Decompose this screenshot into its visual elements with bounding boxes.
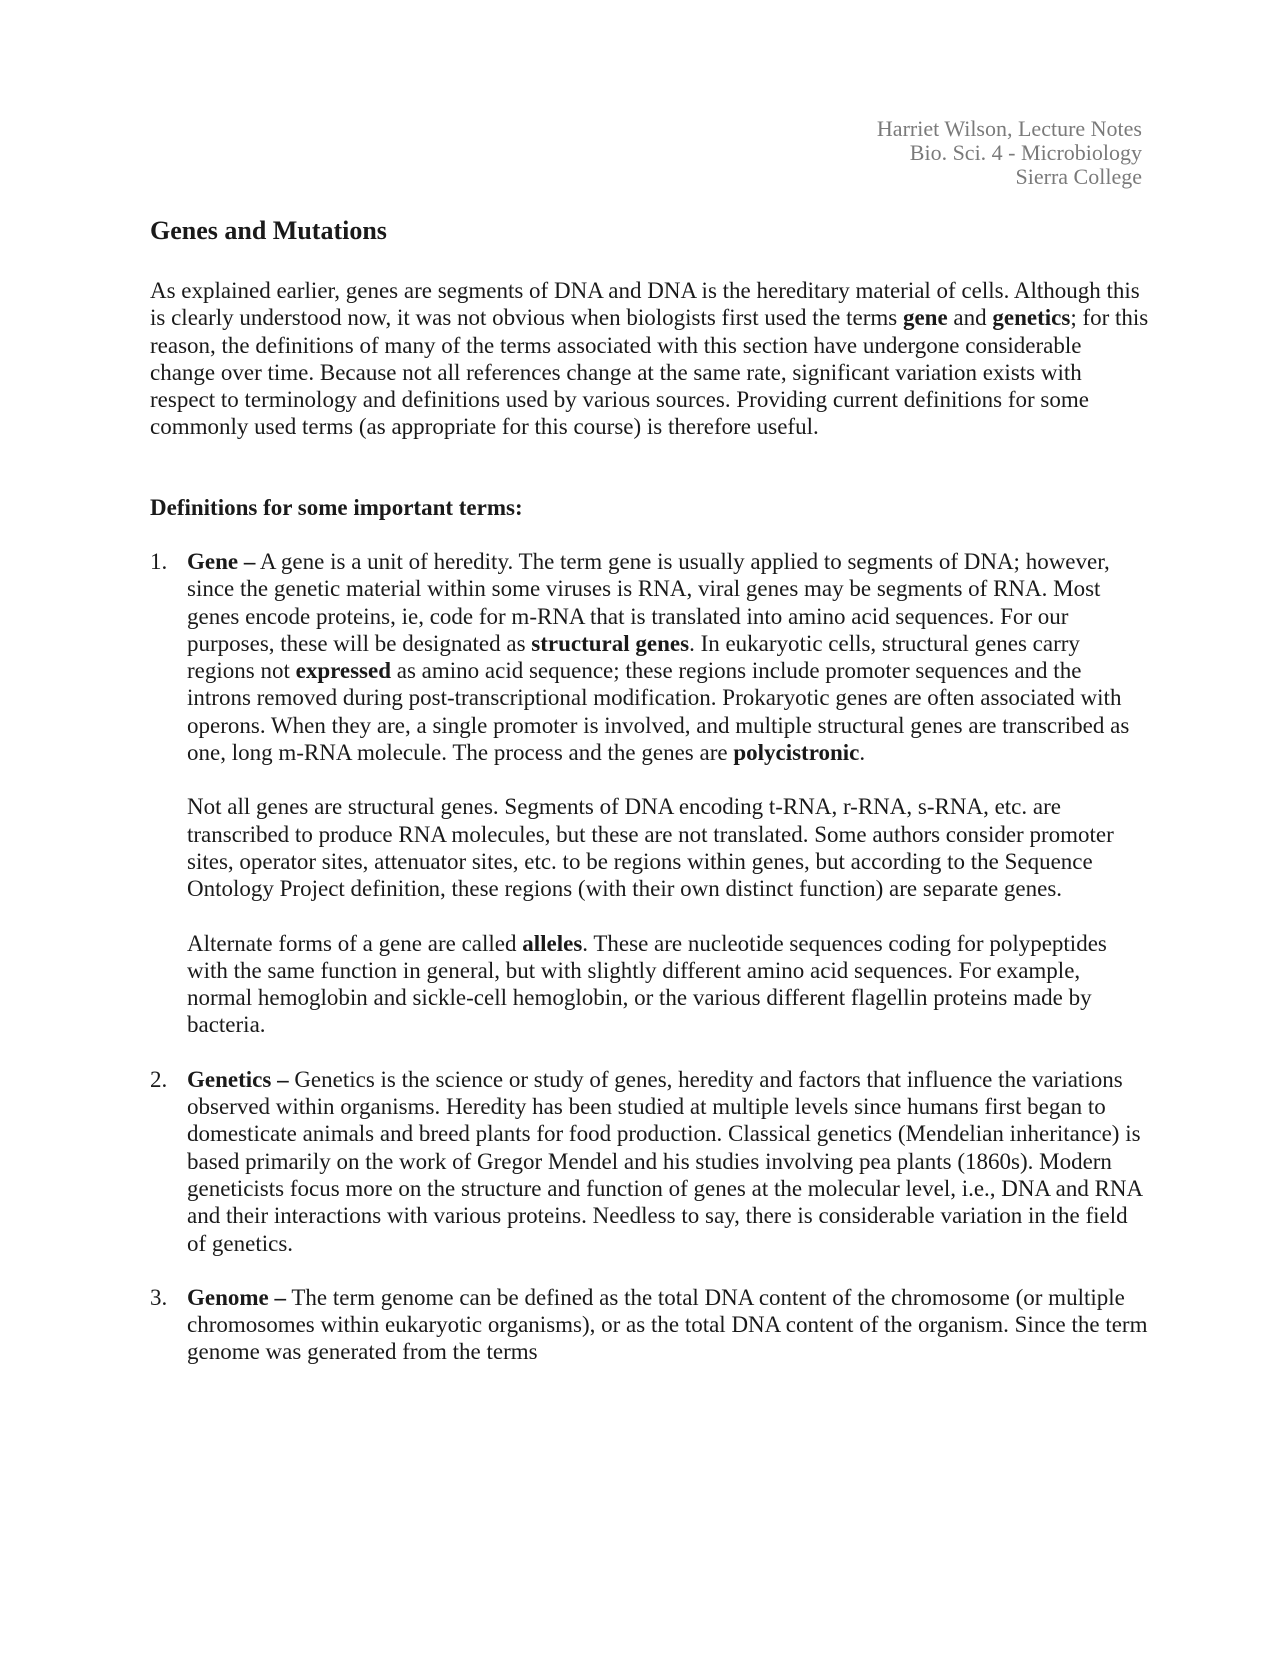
gene-text-3: as amino acid sequence; these regions include promoter sequences and the introns removed during post-transcriptional modification. Prokaryotic genes are often associated with operons. When they are, a single promoter is involved, and multiple structural genes are transcribed as one, long m-RNA molecule. The process and the genes are — [187, 658, 1130, 766]
definition-term: Genetics — [187, 1066, 272, 1092]
definition-number: 3. — [150, 1284, 168, 1310]
definition-term: Gene — [187, 549, 239, 574]
definitions-list — [150, 548, 1150, 1393]
definition-gene — [150, 548, 1150, 1039]
definition-dash: – — [238, 549, 256, 574]
intro-paragraph — [150, 277, 1150, 441]
intro-bold-gene: gene — [902, 305, 948, 331]
gene-text-2: . In eukaryotic cells, structural genes carry regions not — [187, 630, 1080, 684]
course-header — [877, 117, 1142, 189]
gene-bold-structural-genes: structural genes — [531, 630, 690, 656]
definitions-heading: Definitions for some important terms: — [150, 495, 523, 520]
definition-genome — [150, 1284, 1150, 1366]
definition-number: 1. — [150, 549, 168, 574]
gene-alleles-text-1: Alternate forms of a gene are called — [187, 930, 523, 956]
intro-text-2: and — [947, 305, 993, 331]
gene-paragraph-2: Not all genes are structural genes. Segments of DNA encoding t-RNA, r-RNA, s-RNA, etc. are transcribed to produce RNA molecules, but these are not translated. Some authors consider promoter sites, operator sites, attenuator sites, etc. to be regions within genes, but according to the Sequence Ontology Project definition, these regions (with their own distinct function) are separate genes. — [187, 794, 1114, 902]
gene-paragraph-1 — [187, 548, 1150, 766]
definition-term: Genome — [187, 1284, 269, 1310]
definition-dash: – — [271, 1066, 289, 1092]
header-course-line: Bio. Sci. 4 - Microbiology — [909, 140, 1142, 165]
genetics-text: Genetics is the science or study of genes, heredity and factors that influence the variations observed within organisms. Heredity has been studied at multiple levels since humans first began to domesticate animals and breed plants for food production. Classical genetics (Mendelian inheritance) is based primarily on the work of Gregor Mendel and his studies involving pea plants (1860s). Modern geneticists focus more on the structure and function of genes at the molecular level, i.e., DNA and RNA and their interactions with various proteins. Needless to say, there is considerable variation in the field of genetics. — [187, 1066, 1142, 1256]
definition-number: 2. — [150, 1066, 168, 1092]
header-author-line: Harriet Wilson, Lecture Notes — [876, 116, 1142, 141]
gene-bold-polycistronic: polycistronic — [733, 740, 860, 766]
definition-genetics — [150, 1066, 1150, 1257]
genome-paragraph — [187, 1284, 1150, 1366]
intro-bold-genetics: genetics — [992, 305, 1071, 331]
intro-text-3: ; for this reason, the definitions of many of the terms associated with this section have undergone considerable change over time. Because not all references change at the same rate, significant variation exists with respect to terminology and definitions used by various sources. Providing current definitions for some commonly used terms (as appropriate for this course) is therefore useful. — [150, 305, 1149, 440]
intro-section — [150, 277, 1150, 441]
gene-bold-alleles: alleles — [522, 930, 583, 956]
header-college-line: Sierra College — [1015, 164, 1142, 189]
gene-text-1: A gene is a unit of heredity. The term gene is usually applied to segments of DNA; however, since the genetic material within some viruses is RNA, viral genes may be segments of RNA. Most genes encode proteins, ie, code for m-RNA that is translated into amino acid sequences. For our purposes, these will be designated as — [187, 549, 1110, 656]
gene-bold-expressed: expressed — [295, 658, 392, 684]
definition-dash: – — [268, 1284, 287, 1310]
gene-alleles-text-2: . These are nucleotide sequences coding for polypeptides with the same function in general, but with slightly different amino acid sequences. For example, normal hemoglobin and sickle-cell hemoglobin, or the various different flagellin proteins made by bacteria. — [187, 930, 1107, 1038]
document-title: Genes and Mutations — [150, 216, 387, 245]
intro-text-1: As explained earlier, genes are segments of DNA and DNA is the hereditary material of cells. Although this is clearly understood now, it was not obvious when biologists first used the terms — [150, 278, 1140, 331]
genetics-paragraph — [187, 1066, 1150, 1257]
genome-text: The term genome can be defined as the total DNA content of the chromosome (or multiple chromosomes within eukaryotic organisms), or as the total DNA content of the organism. Since the term genome was generated from the terms — [187, 1284, 1148, 1365]
gene-text-4: . — [859, 740, 866, 766]
gene-paragraph-3 — [187, 930, 1150, 1039]
